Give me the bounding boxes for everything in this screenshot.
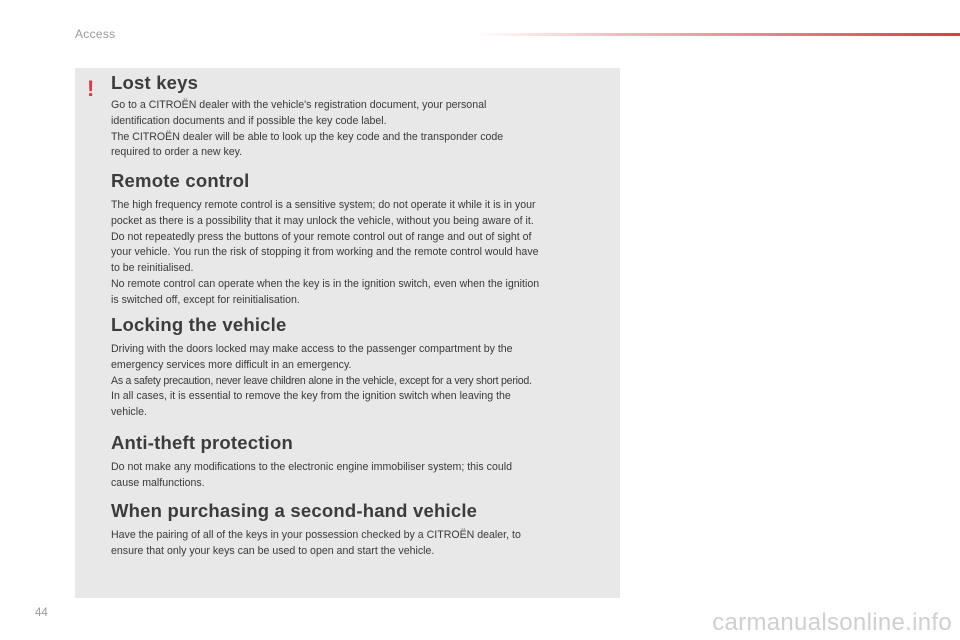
paragraph: Have the pairing of all of the keys in your possession checked by a CITROËN dealer, to ensure that only your keys can be used to open and start the vehicle. <box>111 529 521 557</box>
section-lost-keys <box>111 72 611 161</box>
section-locking-vehicle <box>111 314 611 421</box>
heading-lost-keys: Lost keys <box>111 72 199 93</box>
heading-locking-vehicle: Locking the vehicle <box>111 314 287 335</box>
section-second-hand <box>111 500 611 560</box>
header-accent-bar <box>478 33 960 36</box>
paragraph: The high frequency remote control is a sensitive system; do not operate it while it is in your pocket as there is a possibility that it may unlock the vehicle, without you being aware of it. Do not repeatedly press the buttons of your remote control out of range and out of sight of your vehicle. You run the risk of stopping it from working and the remote control would have to be reinitialised. No remote control can operate when the key is in the ignition switch, even when the ignition is switched off, except for reinitialisation. <box>111 199 540 306</box>
info-panel <box>75 68 620 598</box>
section-anti-theft <box>111 432 611 492</box>
paragraph: Do not make any modifications to the electronic engine immobiliser system; this could cause malfunctions. <box>111 461 512 489</box>
section-title: Access <box>75 27 116 41</box>
paragraph: Go to a CITROËN dealer with the vehicle's registration document, your personal identification documents and if possible the key code label. The CITROËN dealer will be able to look up the key code and the transponder code required to order a new key. <box>111 99 504 159</box>
watermark: carmanualsonline.info <box>712 609 952 636</box>
paragraph: Driving with the doors locked may make access to the passenger compartment by the emergency services more difficult in an emergency. As a safety precaution, never leave children alone in the vehicle, except for a very short period. In all cases, it is essential to remove the key from the ignition switch when leaving the vehicle. <box>111 343 532 419</box>
section-remote-control <box>111 170 611 309</box>
page-number: 44 <box>35 607 48 619</box>
heading-anti-theft: Anti-theft protection <box>111 432 293 453</box>
heading-second-hand: When purchasing a second-hand vehicle <box>111 500 478 521</box>
heading-remote-control: Remote control <box>111 170 250 191</box>
warning-icon: ! <box>87 76 95 101</box>
